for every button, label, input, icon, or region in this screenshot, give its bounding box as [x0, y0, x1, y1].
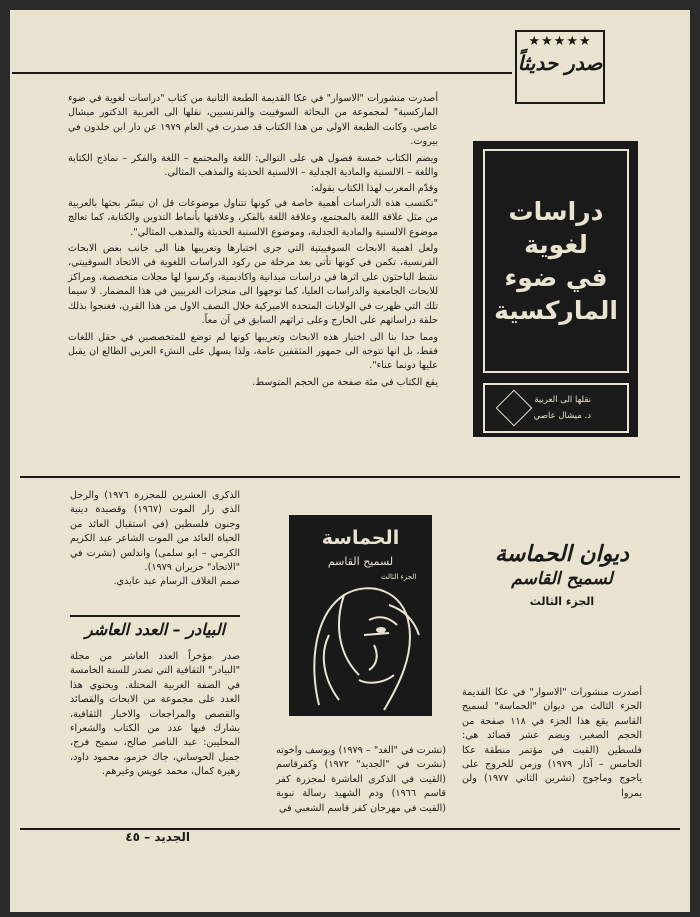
cover-title: الحماسة: [321, 527, 400, 549]
diwan-subheading: لسميح القاسم: [511, 569, 613, 589]
diwan-part: الجزء الثالث: [529, 595, 595, 608]
diwan-text-continuation: (نشرت في "الغد" – ١٩٧٩) ويوسف واخوته (نشرت في "الجديد" ١٩٧٢) وكفرقاسم (القيت في الذكرى العاشرة لمجزرة كفر قاسم ١٩٦٦) ودم الشهيد رسالة نبوية (القيت في مهرجان كفر قاسم الشعبي في: [276, 745, 446, 814]
diwan-heading: ديوان الحماسة: [495, 542, 629, 567]
article-1: [68, 92, 438, 390]
cover-title-line: لغوية: [524, 230, 588, 259]
face-illustration-icon: [289, 515, 432, 716]
cover-frame: [483, 149, 629, 373]
paragraph: ويضم الكتاب خمسة فصول هي على التوالي: اللغة والمجتمع – اللغة والفكر – نماذج الكتابة واللغة – الالسنية والمادية الجدلية – الالسنية الحديثة والمذهب المثالي.: [68, 152, 438, 179]
bayader-heading: البيادر – العدد العاشر: [84, 620, 226, 639]
cover-credit-box: [483, 383, 629, 433]
paragraph: يقع الكتاب في مئة صفحة من الحجم المتوسط.: [252, 376, 438, 388]
cover-credit: صمم الغلاف الرسام عبد عابدي.: [113, 576, 240, 588]
diwan-text-col3: [70, 489, 240, 590]
cover-part: الجزء الثالث: [381, 573, 417, 581]
top-rule: [12, 72, 512, 74]
bayader-text: صدر مؤخراً العدد العاشر من مجلة "البيادر" الثقافية التي تصدر للسنة الخامسة في الضفة الغربية المحتلة. ويحتوي هذا العدد على مجموعة من الابحاث والقصائد والقصص والمراجعات والاخبار الثقافية، يشارك فيها عدد من الكتاب والشعراء المحليين: عبد الناصر صالح، سميح فرج، جميل الحوساني، جاك خزمو، محمود داود، زهيرة كمال، محمد عويس وغيرهم.: [70, 651, 240, 778]
diwan-heading-block: [472, 542, 652, 608]
cover-title-line: دراسات: [508, 197, 604, 226]
paragraph: أصدرت منشورات "الاسوار" في عكا القديمة الطبعة الثانية من كتاب "دراسات لغوية في ضوء الماركسية" لمجموعة من البحاثة السوفييت والفرنسيين، نقلها الى العربية الدكتور ميشال عاصي. وكانت الطبعة الاولى من هذا الكتاب قد صدرت في العام ١٩٧٩ عن دار ابن خلدون في بيروت.: [68, 93, 438, 148]
quote-paragraph: "تكتسب هذه الدراسات أهمية خاصة في كونها تتناول موضوعات قل ان تيسّر بحثها بالعربية من مثل علاقة اللغة بالمجتمع، وعلاقة اللغة بالفكر، وعلاقتها بأنماط التدوين والكتابة، كما تعالج موضوع الالسنية والمادية الجدلية، وموضوع الالسنية الحديثة والمذهب المثالي".: [68, 197, 438, 238]
section-logo: [515, 30, 605, 104]
magazine-page: [10, 10, 690, 912]
book-cover-linguistic-studies: [473, 141, 638, 437]
paragraph: ومما حدا بنا الى اختيار هذه الابحاث وتعريبها كونها لم توضع للمتخصصين في حقل اللغات فقط، بل انها تتوجه الى جمهور المثقفين عامة، ولذا يسهل على النشء العربي الطالع ان يقبل عليها دونما عناء".: [68, 331, 438, 372]
stars-icon: ★★★★★: [528, 34, 592, 49]
bayader-rule: [70, 615, 240, 617]
diwan-text: أصدرت منشورات "الاسوار" في عكا القديمة الجزء الثالث من ديوان "الحماسة" لسميح القاسم يقع هذا الجزء في ١١٨ صفحة من الحجم الصغير، ويضم عشر قصائد هي: فلسطين (القيت في مؤتمر منطقة عكا الخامس – آذار ١٩٧٩) وزمن للخروج على ياجوج وماجوج (تشرين الثاني ١٩٧٧) ولن يمروا: [462, 687, 642, 799]
diwan-poems-list: الذكرى العشرين للمجزرة ١٩٧٦) والرجل الذي زار الموت (١٩٦٧) وقصيدة دينية وجنون فلسطين (في استقبال العائد من الحياة العائد من الموت الشاعر عبد الكريم الكرمي – ابو سلمى) واندلس (نشرت في "الاتحاد" حزيران ١٩٧٩).: [70, 490, 240, 574]
section-title: صدر حديثاً: [517, 51, 603, 75]
page-footer: الجديد – ٤٥: [125, 830, 190, 844]
book-cover-hamasa: [289, 515, 432, 716]
cover-title-line: الماركسية: [494, 296, 618, 325]
paragraph: ولعل اهمية الابحاث السوفييتية التي جرى اختيارها وتعريبها هنا الى جانب بعض الابحاث الفرنسية، تكمن في كونها تأتي بعد مرحلة من ركود الدراسات اللغوية في الاتحاد السوفييتي، نشط الباحثون على اثرها في دراسات ميدانية واكاديمية، وكرسوا لها مجلات متخصصة، ومراكز للابحاث الجامعية والدراسات العليا، كما توجهوا الى منجزات الغربيين في هذا المضمار. لا سيما تلك التي ظهرت في الولايات المتحدة الاميركية خلال النصف الاول من هذا القرن، فغنجوا بذلك حلقة دراساتهم على الخارج وعلى تراثهم السابق في آن معاً.: [68, 243, 438, 327]
translator-label: نقلها الى العربية: [534, 395, 591, 405]
paragraph: وقدّم المعرب لهذا الكتاب بقوله:: [310, 183, 438, 195]
cover-title: [485, 195, 627, 327]
cover-title-line: في ضوء: [504, 263, 608, 292]
translator-name: د. ميشال عاصي: [533, 411, 591, 421]
middle-rule: [20, 476, 680, 478]
cover-subtitle: لسميح القاسم: [327, 555, 394, 568]
